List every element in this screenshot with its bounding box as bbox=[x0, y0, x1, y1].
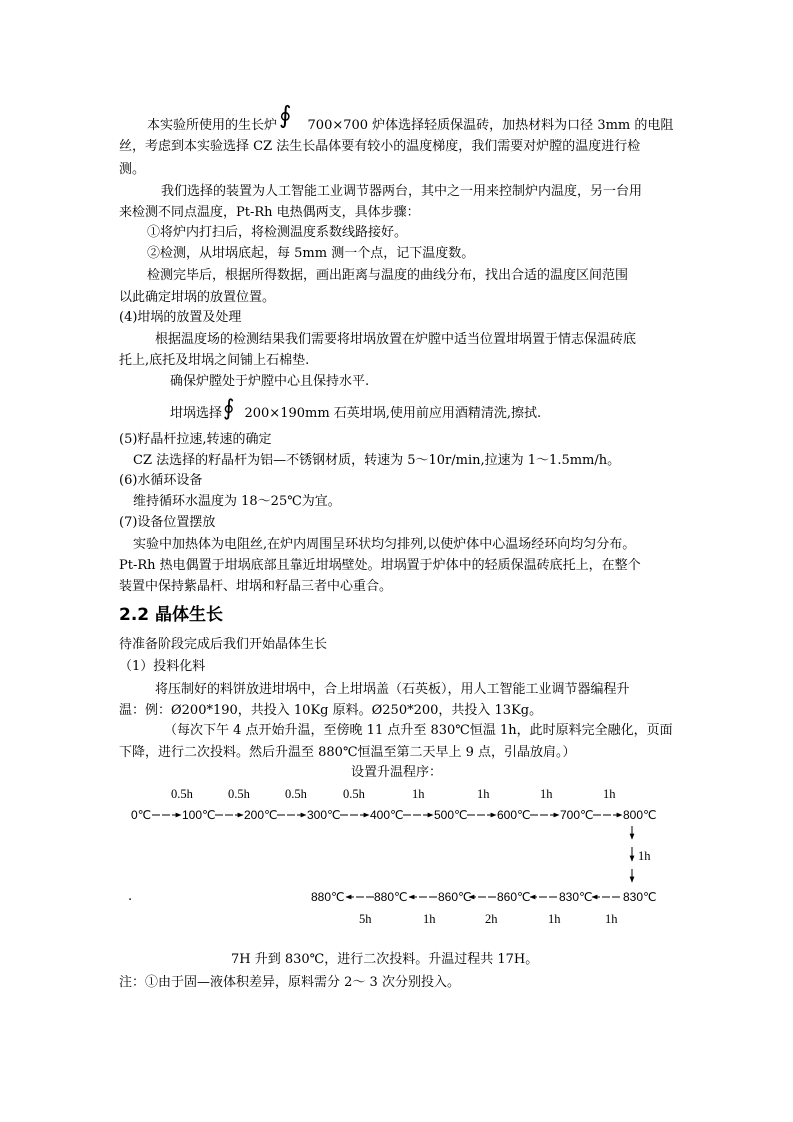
top-duration: 1h bbox=[540, 787, 553, 801]
program-title: 设置升温程序： bbox=[351, 765, 443, 780]
para1-line3: 测。 bbox=[119, 162, 146, 177]
bottom-duration: 1h bbox=[605, 912, 618, 926]
section-2-2-line1: 将压制好的料饼放进坩埚中，合上坩埚盖（石英板），用人工智能工业调节器编程升 bbox=[155, 682, 630, 697]
bottom-temp: 860℃ bbox=[497, 890, 531, 904]
para2-line4: 以此确定坩埚的放置位置。 bbox=[119, 290, 276, 305]
top-duration: 0.5h bbox=[228, 787, 250, 801]
section-2-2-line3: （每次下午 4 点开始升温，至傍晚 11 点升至 830℃恒温 1h，此时原料完全融化，页面 bbox=[164, 723, 673, 738]
bottom-duration: 1h bbox=[548, 912, 561, 926]
top-temp: 0℃ bbox=[131, 808, 152, 822]
section7-heading: (7)设备位置摆放 bbox=[119, 515, 216, 530]
bottom-duration: 1h bbox=[423, 912, 436, 926]
section4-line1: 根据温度场的检测结果我们需要将坩埚放置在炉膛中适当位置坩埚置于情志保温砖底 bbox=[155, 332, 637, 347]
section-2-2-line4: 下降，进行二次投料。然后升温至 880℃恒温至第二天早上 9 点，引晶放肩。） bbox=[119, 745, 576, 760]
section7-line2: Pt-Rh 热电偶置于坩埚底部且靠近坩埚壁处。坩埚置于炉体中的轻质保温砖底托上，在整个 bbox=[119, 558, 641, 573]
top-duration: 0.5h bbox=[343, 787, 365, 801]
section4-line4 bbox=[170, 396, 542, 424]
top-temp: 500℃ bbox=[434, 808, 468, 822]
top-temp: 600℃ bbox=[497, 808, 531, 822]
section6-heading: (6)水循环设备 bbox=[119, 473, 203, 488]
top-temp: 100℃ bbox=[182, 808, 216, 822]
section4-line4-start: 坩埚选择 bbox=[170, 406, 223, 421]
section-2-2-heading: 2.2 晶体生长 bbox=[119, 605, 224, 625]
note-line: 注：①由于固—液体积差异，原料需分 2～ 3 次分别投入。 bbox=[119, 975, 460, 990]
para1-line1 bbox=[147, 101, 674, 136]
bottom-duration: 2h bbox=[485, 912, 498, 926]
top-duration: 0.5h bbox=[171, 787, 193, 801]
section-2-2-intro: 待准备阶段完成后我们开始晶体生长 bbox=[119, 637, 328, 652]
section7-line1: 实验中加热体为电阻丝,在炉内周围呈环状均匀排列,以使炉体中心温场经环向均匀分布。 bbox=[133, 537, 636, 552]
contour-integral-symbol-2: ∮ bbox=[223, 396, 235, 421]
bottom-temp: 860℃ bbox=[438, 890, 472, 904]
bottom-duration: 5h bbox=[359, 912, 372, 926]
section-2-2-sub1: （1）投料化料 bbox=[119, 659, 206, 674]
summary-line: 7H 升到 830℃，进行二次投料。升温过程共 17H。 bbox=[231, 952, 539, 967]
section4-heading: (4)坩埚的放置及处理 bbox=[119, 310, 242, 325]
bottom-temp: 880℃ bbox=[374, 890, 408, 904]
para2-step2: ②检测，从坩埚底起，每 5mm 测一个点，记下温度数。 bbox=[147, 246, 475, 261]
top-duration: 0.5h bbox=[285, 787, 307, 801]
bottom-temp: 830℃ bbox=[559, 890, 593, 904]
top-temp: 400℃ bbox=[370, 808, 404, 822]
top-temp: 700℃ bbox=[560, 808, 594, 822]
side-duration: 1h bbox=[638, 849, 651, 863]
top-duration: 1h bbox=[603, 787, 616, 801]
section5-line1: CZ 法选择的籽晶杆为铝—不锈钢材质，转速为 5～10r/min,拉速为 1～1.5mm/h。 bbox=[133, 453, 621, 468]
para2-line1: 我们选择的装置为人工智能工业调节器两台，其中之一用来控制炉内温度，另一台用 bbox=[161, 184, 643, 199]
top-temp: 200℃ bbox=[244, 808, 278, 822]
contour-integral-symbol: ∮ bbox=[279, 101, 292, 129]
section-2-2-line2: 温：例：Ø200*190，共投入 10Kg 原料。Ø250*200，共投入 13Kg。 bbox=[119, 703, 543, 718]
section6-line1: 维持循环水温度为 18～25℃为宜。 bbox=[133, 494, 341, 509]
top-duration: 1h bbox=[477, 787, 490, 801]
bottom-temp: 880℃ bbox=[311, 890, 345, 904]
section7-line3: 装置中保持紫晶杆、坩埚和籽晶三者中心重合。 bbox=[119, 579, 393, 594]
bottom-temp: 830℃ bbox=[623, 890, 657, 904]
top-temp: 300℃ bbox=[307, 808, 341, 822]
para1-line2: 丝，考虑到本实验选择 CZ 法生长晶体要有较小的温度梯度，我们需要对炉膛的温度进行检 bbox=[119, 139, 641, 154]
para2-line3: 检测完毕后，根据所得数据，画出距离与温度的曲线分布，找出合适的温度区间范围 bbox=[147, 268, 629, 283]
section4-line2: 托上,底托及坩埚之间铺上石棉垫. bbox=[119, 353, 310, 368]
stray-mark: . bbox=[128, 889, 133, 904]
section5-heading: (5)籽晶杆拉速,转速的确定 bbox=[119, 432, 272, 447]
section4-line4-end: 200×190mm 石英坩埚,使用前应用酒精清洗,擦拭. bbox=[244, 406, 542, 421]
top-duration: 1h bbox=[412, 787, 425, 801]
para2-line2: 来检测不同点温度，Pt-Rh 电热偶两支，具体步骤： bbox=[119, 205, 420, 220]
para1-line1-start: 本实验所使用的生长炉 bbox=[147, 118, 278, 133]
para2-step1: ①将炉内打扫后，将检测温度系数线路接好。 bbox=[147, 225, 408, 240]
section4-line3: 确保炉膛处于炉膛中心且保持水平. bbox=[170, 374, 370, 389]
para1-line1-end: 700×700 炉体选择轻质保温砖，加热材料为口径 3mm 的电阻 bbox=[307, 118, 674, 133]
top-temp: 800℃ bbox=[623, 808, 657, 822]
